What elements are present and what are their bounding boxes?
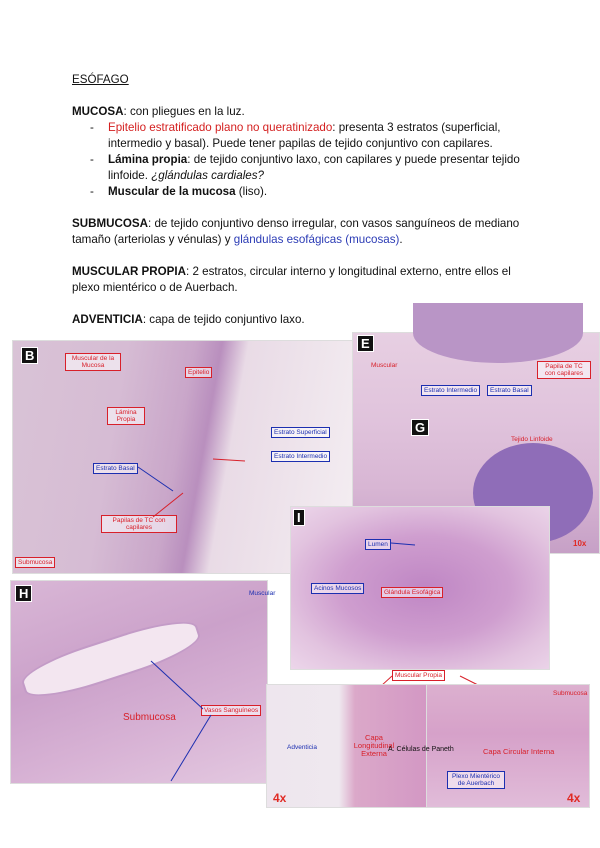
- muscular-mucosa-term: Muscular de la mucosa: [108, 185, 236, 198]
- label-muscular-propia: Muscular Propia: [392, 670, 445, 681]
- label-tejido-linfoide: Tejido Linfoide: [511, 436, 553, 443]
- epitelio-desc: : presenta 3 estratos (superficial, intermedio y basal). Puede tener papilas de tejido conjuntivo con capilares.: [108, 121, 501, 150]
- figure-h-letter: H: [15, 585, 32, 602]
- label-muscular-e: Muscular: [371, 362, 398, 369]
- label-capa-longitudinal: Capa Longitudinal Externa: [353, 733, 395, 758]
- mucosa-rest: : con pliegues en la luz.: [123, 105, 245, 118]
- label-glandula-esofagica: Glándula Esofágica: [381, 587, 443, 598]
- label-intermedio-e: Estrato Intermedio: [421, 385, 480, 396]
- label-submucosa-b: Submucosa: [15, 557, 55, 568]
- lamina-term: Lámina propia: [108, 153, 188, 166]
- label-papilas: Papilas de TC con capilares: [101, 515, 177, 533]
- label-muscular-mucosa: Muscular de la Mucosa: [65, 353, 121, 371]
- label-papila-e: Papila de TC con capilares: [537, 361, 591, 379]
- glandulas-link-text: glándulas esofágicas (mucosas): [233, 233, 400, 246]
- submucosa-paragraph: [72, 216, 522, 248]
- figure-i-micrograph: [290, 506, 550, 670]
- label-capa-circular: Capa Circular Interna: [483, 747, 555, 756]
- muscular-heading: MUSCULAR PROPIA: [72, 265, 187, 278]
- figure-i-arrows: [291, 507, 549, 669]
- label-muscular-h: Muscular: [249, 590, 276, 597]
- label-celulas-paneth: A. Células de Paneth: [388, 746, 454, 753]
- epitelio-term: Epitelio estratificado plano no queratinizado: [108, 121, 333, 134]
- submucosa-end: .: [399, 233, 403, 246]
- mucosa-heading: MUCOSA: [72, 105, 124, 118]
- label-submucosa-h: Submucosa: [123, 712, 176, 723]
- submucosa-heading: SUBMUCOSA: [72, 217, 149, 230]
- label-acinos-mucosos: Acinos Mucosos: [311, 583, 364, 594]
- submucosa-desc: : de tejido conjuntivo denso irregular, con vasos sanguíneos de mediano tamaño (arteriolas y vénulas) y: [72, 217, 520, 246]
- figure-e-letter: E: [357, 335, 374, 352]
- figure-b-letter: B: [21, 347, 38, 364]
- label-epitelio: Epitelio: [185, 367, 212, 378]
- mucosa-list: [88, 120, 528, 200]
- epitelio-region: [413, 303, 583, 363]
- muscular-mucosa-desc: (liso).: [235, 185, 268, 198]
- label-basal-e: Estrato Basal: [487, 385, 532, 396]
- magnification-left: 4x: [273, 791, 287, 805]
- label-lamina-propia: Lámina Propia: [107, 407, 145, 425]
- adventicia-desc: : capa de tejido conjuntivo laxo.: [142, 313, 305, 326]
- label-lumen: Lumen: [365, 539, 391, 550]
- muscular-paragraph: [72, 264, 528, 296]
- label-adventicia: Adventicia: [287, 744, 317, 751]
- label-plexo-mienterico: Plexo Mientérico de Auerbach: [447, 771, 505, 789]
- label-estrato-basal: Estrato Basal: [93, 463, 138, 474]
- list-item: [88, 120, 528, 152]
- label-submucosa-bottom: Submucosa: [553, 690, 588, 697]
- mucosa-line: [72, 104, 245, 120]
- figure-h-micrograph: [10, 580, 276, 784]
- adventicia-heading: ADVENTICIA: [72, 313, 143, 326]
- lamina-question: ¿glándulas cardiales?: [151, 169, 264, 182]
- figure-i-letter: I: [293, 509, 305, 526]
- label-vasos-sanguineos: Vasos Sanguíneos: [201, 705, 261, 716]
- lamina-desc: : de tejido conjuntivo laxo, con capilares y puede presentar tejido linfoide.: [108, 153, 520, 182]
- magnification-right: 4x: [567, 791, 581, 805]
- label-estrato-intermedio: Estrato Intermedio: [271, 451, 330, 462]
- figure-g-letter: G: [411, 419, 429, 436]
- list-item: [88, 152, 528, 184]
- muscular-desc: : 2 estratos, circular interno y longitudinal externo, entre ellos el plexo mientérico o de Auerbach.: [72, 265, 511, 294]
- adventicia-paragraph: [72, 312, 305, 328]
- list-item: [88, 184, 528, 200]
- figure-g-magnification: 10x: [573, 539, 587, 548]
- label-estrato-superficial: Estrato Superficial: [271, 427, 330, 438]
- figure-h-arrows: [11, 581, 267, 783]
- page-title: ESÓFAGO: [72, 73, 129, 86]
